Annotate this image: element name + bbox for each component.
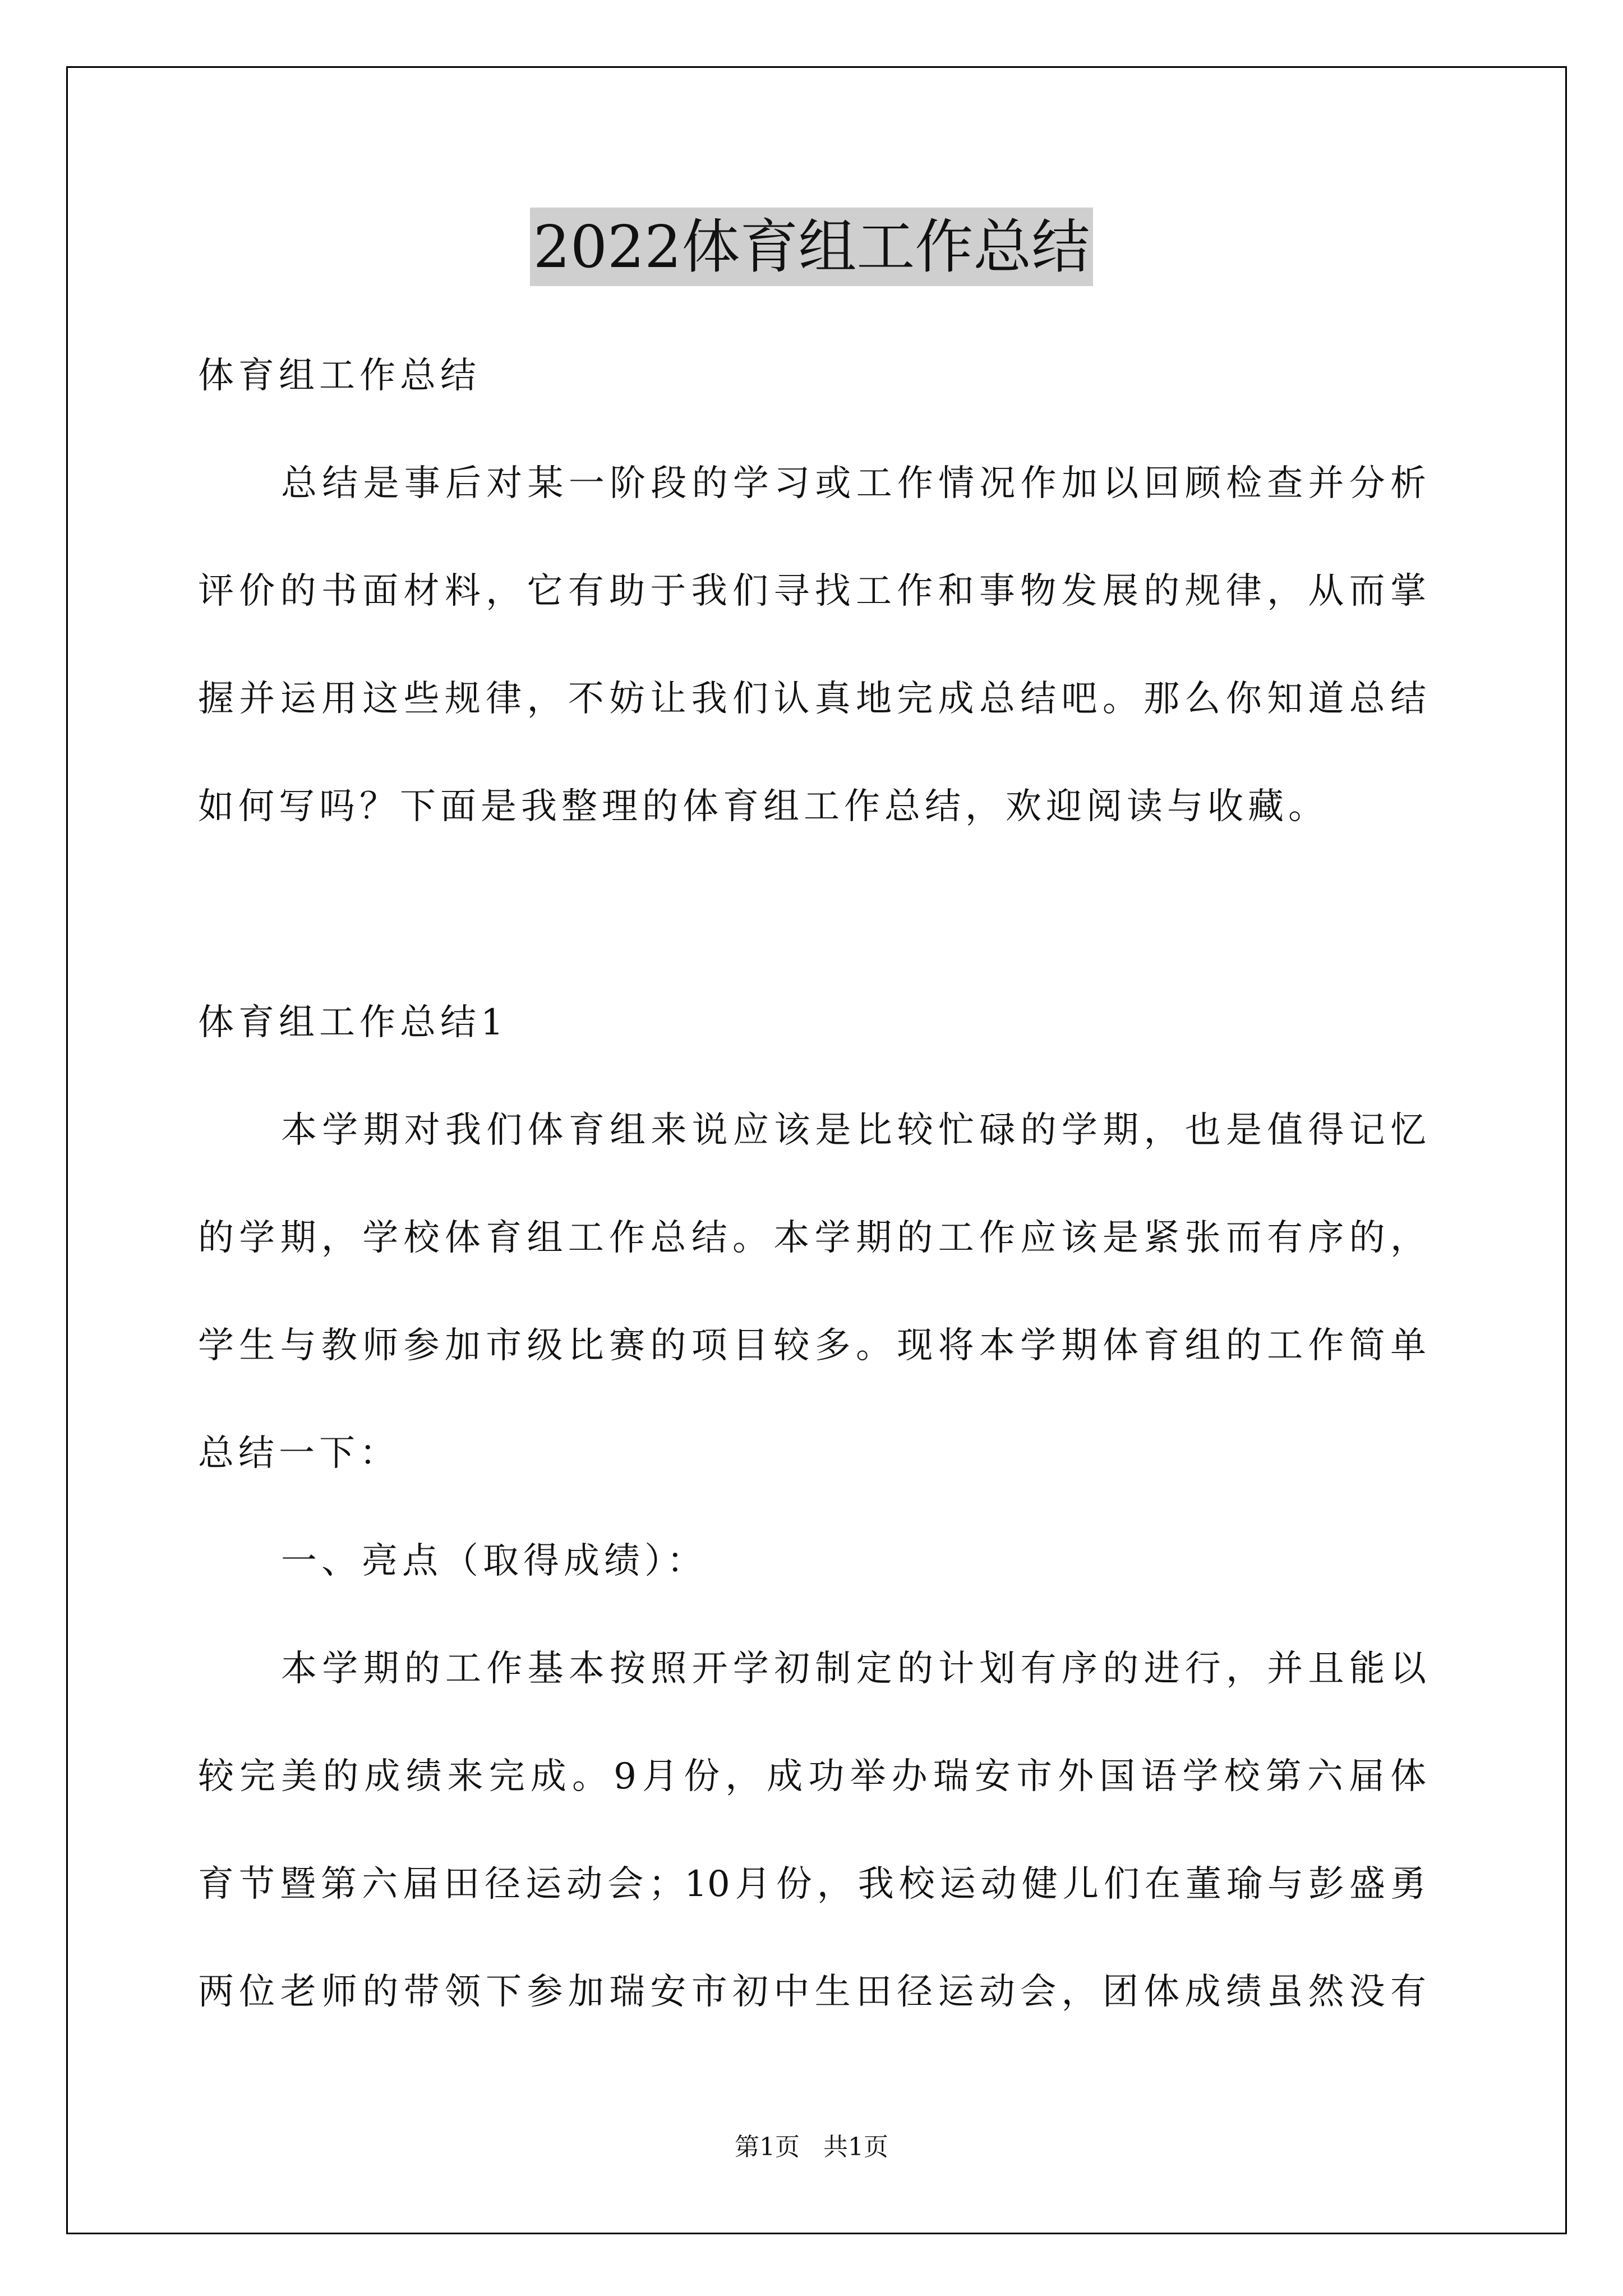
intro-line: 总结是事后对某一阶段的学习或工作情况作加以回顾检查并分析 (281, 463, 1426, 504)
achievement-line: 育节暨第六届田径运动会；10月份，我校运动健儿们在董瑜与彭盛勇 (198, 1864, 1426, 1905)
achievement-line: 两位老师的带领下参加瑞安市初中生田径运动会，团体成绩虽然没有 (198, 1971, 1426, 2013)
subtitle: 体育组工作总结 (198, 355, 481, 397)
section-line: 学生与教师参加市级比赛的项目较多。现将本学期体育组的工作简单 (198, 1325, 1426, 1366)
section-heading: 体育组工作总结1 (198, 1002, 508, 1043)
achievement-line: 本学期的工作基本按照开学初制定的计划有序的进行，并且能以 (281, 1648, 1426, 1690)
section-line: 本学期对我们体育组来说应该是比较忙碌的学期，也是值得记忆 (281, 1110, 1426, 1151)
intro-line: 评价的书面材料，它有助于我们寻找工作和事物发展的规律，从而掌 (198, 570, 1426, 612)
section-line: 的学期，学校体育组工作总结。本学期的工作应该是紧张而有序的， (198, 1217, 1426, 1259)
achievement-line: 较完美的成绩来完成。9月份，成功举办瑞安市外国语学校第六届体 (198, 1756, 1426, 1797)
section-line: 总结一下： (198, 1433, 400, 1474)
page-footer (0, 2132, 1623, 2163)
page-number: 第1页 (735, 2133, 800, 2161)
page-total: 共1页 (823, 2133, 888, 2161)
document-title: 2022体育组工作总结 (530, 208, 1094, 286)
subheading-highlights: 一、亮点（取得成绩）： (281, 1540, 707, 1582)
intro-line: 握并运用这些规律，不妨让我们认真地完成总结吧。那么你知道总结 (198, 678, 1426, 720)
intro-line: 如何写吗？下面是我整理的体育组工作总结，欢迎阅读与收藏。 (198, 786, 1329, 827)
title-block (0, 208, 1623, 286)
